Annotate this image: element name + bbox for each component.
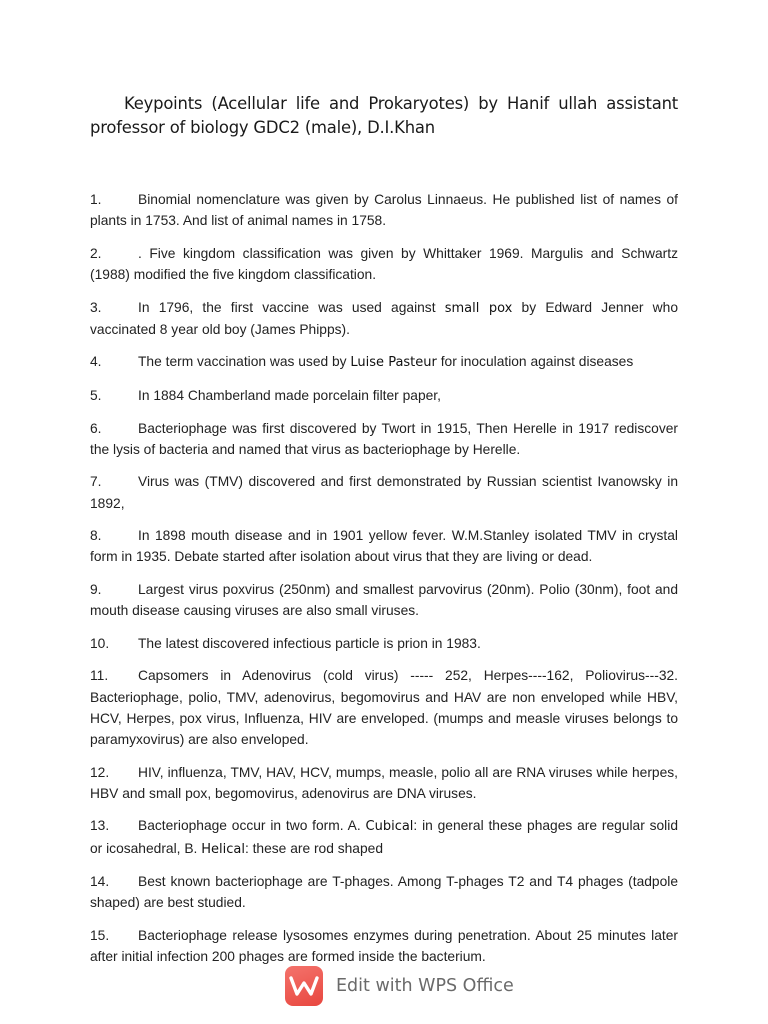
- keypoint-number: 2.: [90, 245, 102, 261]
- keypoint-text: In 1898 mouth disease and in 1901 yellow fever. W.M.Stanley isolated TMV in crystal form in 1935. Debate started after isolation about virus that they are living or dead.: [90, 528, 678, 565]
- keypoint-item: [90, 871, 678, 913]
- keypoint-text: In 1796, the first vaccine was used against: [138, 299, 445, 315]
- keypoint-item: [90, 385, 678, 406]
- keypoint-text: : these are rod shaped: [244, 840, 384, 856]
- keypoints-list: [90, 189, 678, 979]
- highlighted-term: Cubical: [365, 819, 414, 835]
- keypoint-text: Virus was (TMV) discovered and first demonstrated by Russian scientist Ivanowsky in 1892,: [90, 474, 678, 511]
- keypoint-item: [90, 762, 678, 804]
- keypoint-text: : in general these phages are regular solid or icosahedral, B.: [90, 818, 678, 856]
- keypoint-text: Bacteriophage release lysosomes enzymes during penetration. About 25 minutes later after initial infection 200 phages are formed inside the bacterium.: [90, 927, 678, 965]
- keypoint-item: [90, 579, 678, 621]
- edit-with-wps-office-button[interactable]: [285, 966, 514, 1006]
- keypoint-item: [90, 925, 678, 967]
- keypoint-text: Bacteriophage occur in two form. A.: [138, 818, 366, 834]
- document-title: Keypoints (Acellular life and Prokaryotes) by Hanif ullah assistant professor of biology GDC2 (male), D.I.Khan: [90, 94, 678, 137]
- keypoint-number: 13.: [90, 818, 110, 834]
- keypoint-number: 9.: [90, 581, 102, 597]
- highlighted-term: Helical: [201, 841, 245, 857]
- keypoint-item: [90, 189, 678, 231]
- keypoint-item: [90, 243, 678, 285]
- keypoint-text: The term vaccination was used by: [138, 354, 351, 370]
- keypoint-text: Bacteriophage was first discovered by Twort in 1915, Then Herelle in 1917 rediscover the lysis of bacteria and named that virus as bacteriophage by Herelle.: [90, 420, 678, 457]
- edit-with-wps-office-label: Edit with WPS Office: [336, 976, 514, 996]
- keypoint-item: [90, 418, 678, 460]
- keypoint-number: 8.: [90, 528, 102, 544]
- keypoint-number: 7.: [90, 474, 102, 490]
- highlighted-term: Luise Pasteur: [350, 355, 437, 371]
- keypoint-number: 6.: [90, 420, 102, 436]
- keypoint-item: [90, 633, 678, 654]
- keypoint-text: Best known bacteriophage are T-phages. Among T-phages T2 and T4 phages (tadpole shaped) are best studied.: [90, 874, 678, 911]
- keypoint-number: 15.: [90, 927, 110, 943]
- keypoint-number: 4.: [90, 354, 102, 370]
- keypoint-text: Capsomers in Adenovirus (cold virus) ----- 252, Herpes----162, Poliovirus---32. Bacteriophage, polio, TMV, adenovirus, begomovirus and HAV are non enveloped while HBV, HCV, Herpes, pox virus, Influenza, HIV are enveloped. (mumps and measle viruses belongs to paramyxovirus) are also enveloped.: [90, 668, 678, 747]
- keypoint-text: . Five kingdom classification was given by Whittaker 1969. Margulis and Schwartz (1988) modified the five kingdom classification.: [90, 245, 678, 282]
- wps-office-logo-icon: [285, 966, 323, 1006]
- keypoint-number: 10.: [90, 635, 110, 651]
- keypoint-number: 5.: [90, 387, 102, 403]
- keypoint-item: [90, 351, 678, 373]
- keypoint-number: 1.: [90, 192, 102, 207]
- keypoint-text: Binomial nomenclature was given by Carolus Linnaeus. He published list of names of plants in 1753. And list of animal names in 1758.: [90, 192, 678, 229]
- keypoint-number: 12.: [90, 764, 110, 780]
- keypoint-item: [90, 665, 678, 750]
- highlighted-term: small pox: [444, 300, 513, 316]
- keypoint-number: 3.: [90, 299, 102, 315]
- keypoint-text: Largest virus poxvirus (250nm) and smallest parvovirus (20nm). Polio (30nm), foot and mouth disease causing viruses are also small viruses.: [90, 581, 678, 619]
- keypoint-item: [90, 297, 678, 340]
- keypoint-number: 14.: [90, 874, 110, 890]
- keypoint-number: 11.: [90, 668, 109, 684]
- keypoint-item: [90, 471, 678, 513]
- keypoint-text: for inoculation against diseases: [436, 354, 634, 370]
- keypoint-item: [90, 815, 678, 859]
- keypoint-text: by Edward Jenner who vaccinated 8 year old boy (James Phipps).: [90, 299, 678, 337]
- keypoint-text: In 1884 Chamberland made porcelain filter paper,: [138, 387, 441, 403]
- keypoint-text: HIV, influenza, TMV, HAV, HCV, mumps, measle, polio all are RNA viruses while herpes, HBV and small pox, begomovirus, adenovirus are DNA viruses.: [90, 764, 678, 801]
- keypoint-item: [90, 525, 678, 567]
- keypoint-text: The latest discovered infectious particle is prion in 1983.: [138, 635, 481, 651]
